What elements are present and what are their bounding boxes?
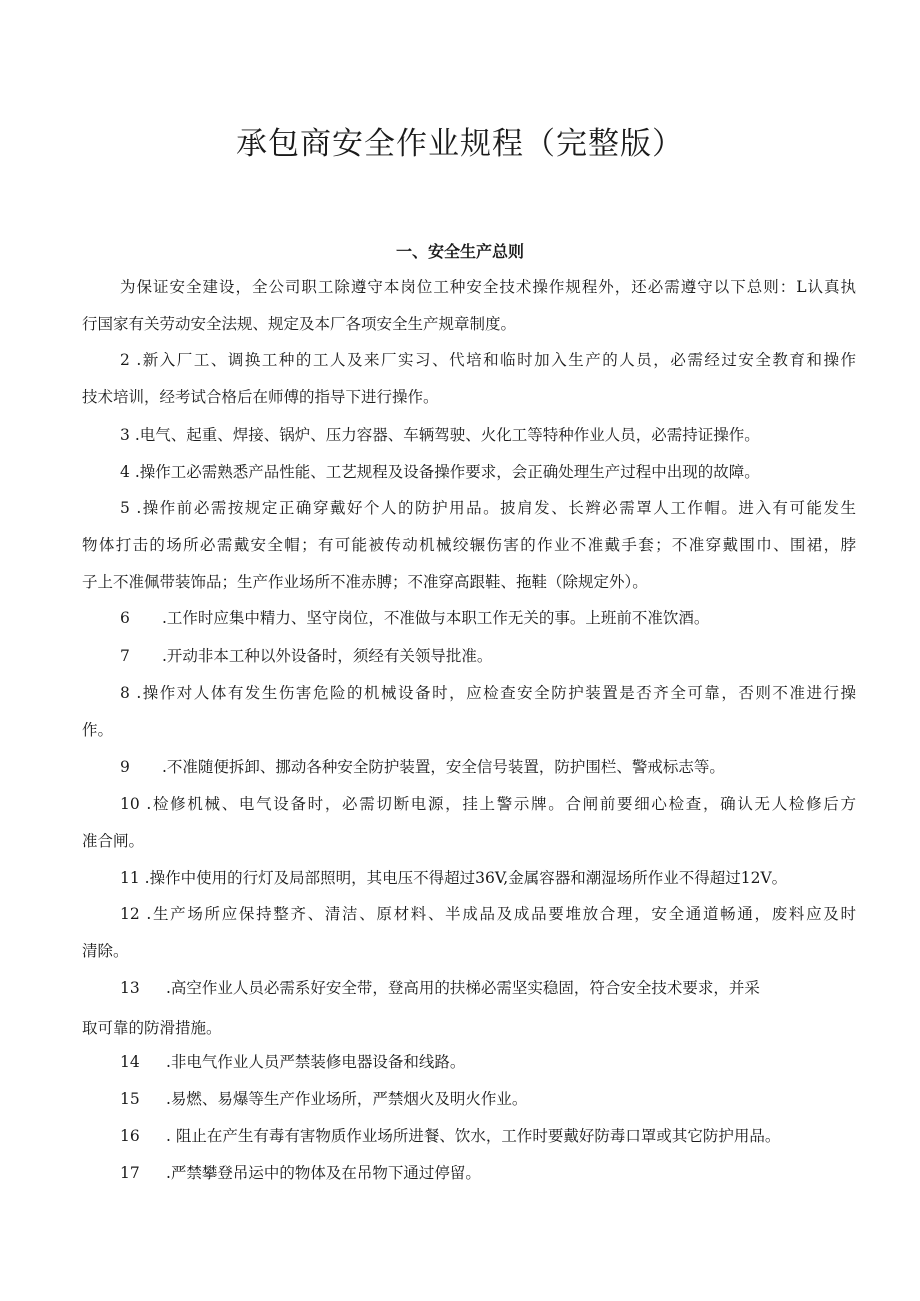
rule-13-line-2: 取可靠的防滑措施。 — [82, 1019, 222, 1037]
rule-7 — [120, 646, 880, 666]
rule-13-line-1 — [120, 978, 880, 998]
rule-text: .严禁攀登吊运中的物体及在吊物下通过停留。 — [166, 1164, 481, 1182]
rule-text: .操作对人体有发生伤害危险的机械设备时，应检查安全防护装置是否齐全可靠，否则不准进行操 — [136, 684, 856, 702]
rule-number: 2 — [120, 351, 130, 369]
rule-3 — [120, 425, 880, 445]
rule-5-line-1 — [120, 498, 856, 518]
section-heading: 一、安全生产总则 — [395, 242, 524, 261]
rule-text: .非电气作业人员严禁装修电器设备和线路。 — [166, 1053, 466, 1071]
rule-text: .操作前必需按规定正确穿戴好个人的防护用品。披肩发、长辫必需罩人工作帽。进入有可能发生 — [136, 499, 856, 517]
rule-text: . 阻止在产生有毒有害物质作业场所进餐、饮水，工作时要戴好防毒口罩或其它防护用品。 — [166, 1127, 781, 1145]
rule-14 — [120, 1052, 880, 1072]
rule-text: .易燃、易爆等生产作业场所，严禁烟火及明火作业。 — [166, 1090, 528, 1108]
rule-12-line-2: 清除。 — [82, 942, 129, 960]
rule-17 — [120, 1163, 880, 1183]
rule-number: 5 — [120, 499, 130, 517]
rule-number: 3 — [120, 426, 130, 444]
rule-text: .操作中使用的行灯及局部照明，其电压不得超过36V,金属容器和潮湿场所作业不得超过12V。 — [144, 869, 788, 887]
rule-text: .开动非本工种以外设备时，须经有关领导批准。 — [162, 647, 493, 665]
intro-line-2: 行国家有关劳动安全法规、规定及本厂各项安全生产规章制度。 — [82, 315, 517, 333]
rule-number: 17 — [120, 1164, 140, 1182]
document-title: 承包商安全作业规程（完整版） — [236, 126, 684, 162]
rule-text: .高空作业人员必需系好安全带，登高用的扶梯必需坚实稳固，符合安全技术要求，并采 — [166, 979, 760, 997]
rule-number: 7 — [120, 647, 130, 665]
rule-number: 14 — [120, 1053, 140, 1071]
rule-text: .检修机械、电气设备时，必需切断电源，挂上警示牌。合闸前要细心检查，确认无人检修后方 — [146, 795, 856, 813]
rule-text: .电气、起重、焊接、锅炉、压力容器、车辆驾驶、火化工等特种作业人员，必需持证操作。 — [134, 426, 760, 444]
rule-10-line-1 — [120, 794, 856, 814]
rule-5-line-2: 物体打击的场所必需戴安全帽；有可能被传动机械绞辗伤害的作业不准戴手套；不准穿戴围巾、围裙，脖 — [82, 536, 856, 554]
rule-2-line-2: 技术培训，经考试合格后在师傅的指导下进行操作。 — [82, 388, 439, 406]
rule-9 — [120, 757, 880, 777]
rule-number: 9 — [120, 758, 130, 776]
rule-text: .生产场所应保持整齐、清洁、原材料、半成品及成品要堆放合理，安全通道畅通，废料应及时 — [146, 905, 856, 923]
rule-number: 13 — [120, 979, 140, 997]
rule-11 — [120, 868, 880, 888]
rule-text: .新入厂工、调换工种的工人及来厂实习、代培和临时加入生产的人员，必需经过安全教育和操作 — [136, 351, 856, 369]
rule-4 — [120, 462, 880, 482]
rule-number: 8 — [120, 684, 130, 702]
rule-number: 11 — [120, 869, 140, 887]
rule-number: 10 — [120, 795, 140, 813]
rule-number: 4 — [120, 463, 130, 481]
rule-8-line-1 — [120, 683, 856, 703]
rule-number: 6 — [120, 609, 130, 627]
rule-number: 12 — [120, 905, 140, 923]
rule-text: .操作工必需熟悉产品性能、工艺规程及设备操作要求，会正确处理生产过程中出现的故障。 — [134, 463, 760, 481]
rule-10-line-2: 准合闸。 — [82, 832, 145, 850]
rule-12-line-1 — [120, 904, 856, 924]
rule-text: .工作时应集中精力、坚守岗位，不准做与本职工作无关的事。上班前不准饮酒。 — [162, 609, 710, 627]
rule-2-line-1 — [120, 350, 856, 370]
intro-line-1: 为保证安全建设，全公司职工除遵守本岗位工种安全技术操作规程外，还必需遵守以下总则：L认真执 — [120, 278, 856, 296]
rule-text: .不准随便拆卸、挪动各种安全防护装置，安全信号装置，防护围栏、警戒标志等。 — [162, 758, 725, 776]
rule-15 — [120, 1089, 880, 1109]
rule-16 — [120, 1126, 880, 1146]
rule-6 — [120, 608, 880, 628]
rule-5-line-3: 子上不准佩带装饰品；生产作业场所不准赤膊；不准穿高跟鞋、拖鞋（除规定外）。 — [82, 573, 648, 591]
rule-number: 16 — [120, 1127, 140, 1145]
rule-8-line-2: 作。 — [82, 721, 114, 739]
rule-number: 15 — [120, 1090, 140, 1108]
